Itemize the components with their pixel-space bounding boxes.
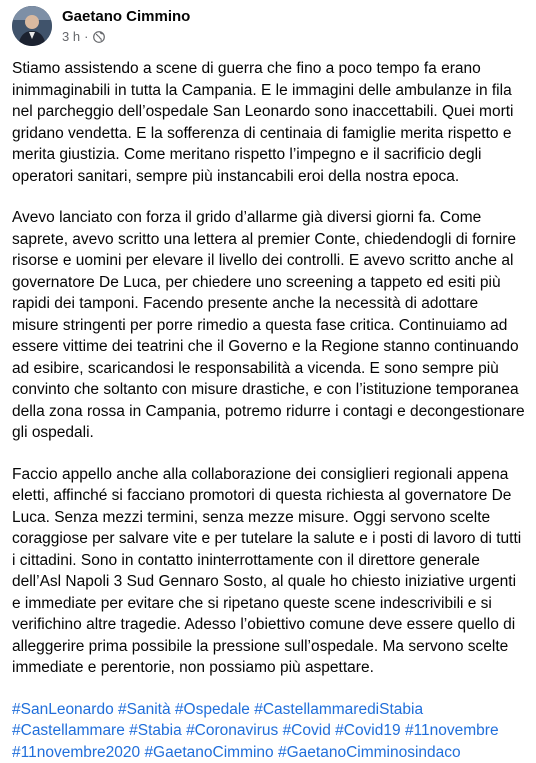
post-paragraph: Avevo lanciato con forza il grido d’allarme già diversi giorni fa. Come saprete, avevo scritto una lettera al premier Conte, chiedendogli di fornire risorse e uomini per elevare il livello dei controlli. E avevo scritto anche al governatore De Luca, per chiedere uno screening a tappeto ed esiti più rapidi dei tamponi. Facendo presente anche la necessità di adottare misure stringenti per porre rimedio a questa fase critica. Continuiamo ad essere vittime dei teatrini che il Governo e la Regione stanno continuando ad esibire, scaricandosi le responsabilità a vicenda. E sono sempre più convinto che soltanto con misure drastiche, e con l’istituzione temporanea della zona rossa in Campania, potremo ridurre i contagi e decongestionare gli ospedali. (12, 207, 526, 444)
hashtag-link[interactable]: #Ospedale (175, 701, 250, 718)
hashtag-link[interactable]: #Stabia (129, 722, 182, 739)
hashtag-link[interactable]: #11novembre2020 (12, 744, 140, 761)
hashtag-link[interactable]: #Sanità (118, 701, 171, 718)
hashtag-link[interactable]: #GaetanoCimminosindaco (278, 744, 461, 761)
hashtag-link[interactable]: #GaetanoCimmino (144, 744, 273, 761)
globe-icon[interactable] (93, 31, 105, 43)
post-header (12, 6, 524, 50)
author-name[interactable]: Gaetano Cimmino (62, 8, 190, 25)
post-body (12, 58, 526, 763)
hashtag-link[interactable]: #SanLeonardo (12, 701, 114, 718)
post-paragraph: Stiamo assistendo a scene di guerra che fino a poco tempo fa erano inimmaginabili in tutta la Campania. E le immagini delle ambulanze in fila nel parcheggio dell’ospedale San Leonardo sono inaccettabili. Quei morti gridano vendetta. E la sofferenza di centinaia di famiglie merita rispetto e merita giustizia. Come meritano rispetto l’impegno e il sacrificio degli operatori sanitari, sempre più instancabili eroi della nostra epoca. (12, 58, 526, 187)
timestamp[interactable]: 3 h (62, 29, 80, 44)
hashtag-link[interactable]: #Covid19 (335, 722, 401, 739)
avatar[interactable] (12, 6, 52, 46)
hashtag-link[interactable]: #CastellammarediStabia (254, 701, 423, 718)
post-paragraph: Faccio appello anche alla collaborazione dei consiglieri regionali appena eletti, affinché si facciano promotori di questa richiesta al governatore De Luca. Senza mezzi termini, senza mezze misure. Oggi servono scelte coraggiose per salvare vite e per tutelare la salute e i posti di lavoro di tutti i cittadini. Sono in contatto ininterrottamente con il direttore generale dell’Asl Napoli 3 Sud Gennaro Sosto, al quale ho chiesto iniziative urgenti e immediate per evitare che si ripetano queste scene indescrivibili e si verifichino altre tragedie. Adesso l’obiettivo comune deve essere quello di alleggerire prima possibile la pressione sull’ospedale. Ma servono scelte immediate e perentorie, non possiamo più aspettare. (12, 464, 526, 679)
hashtag-list (12, 699, 526, 763)
hashtag-link[interactable]: #11novembre (405, 722, 499, 739)
hashtag-link[interactable]: #Coronavirus (186, 722, 278, 739)
hashtag-link[interactable]: #Covid (283, 722, 331, 739)
post-meta (62, 29, 105, 44)
hashtag-link[interactable]: #Castellammare (12, 722, 125, 739)
separator: · (84, 29, 88, 44)
